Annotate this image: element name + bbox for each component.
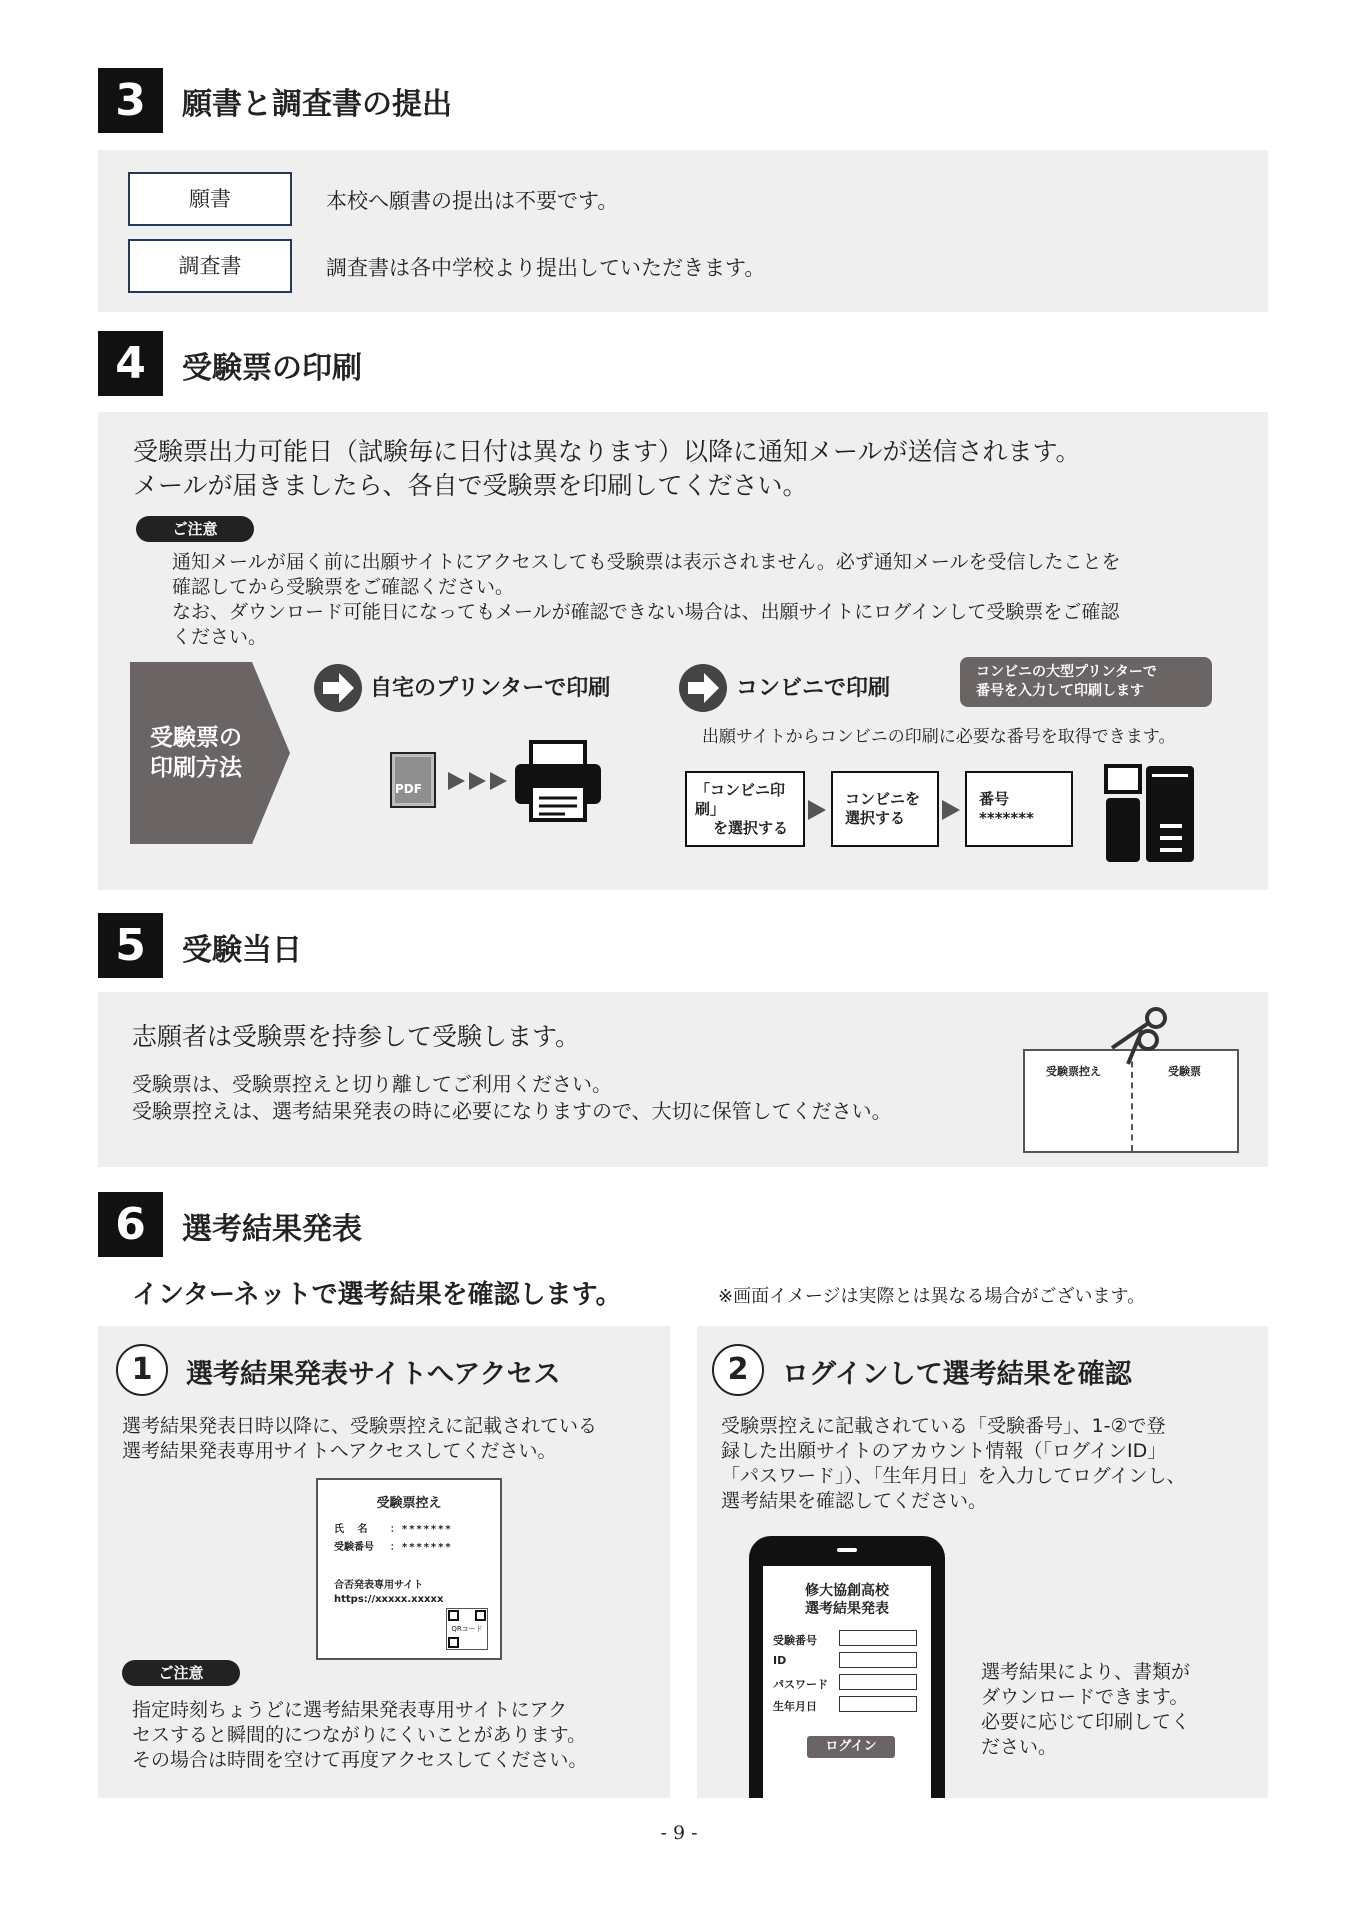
step-3-line-2: ******* bbox=[979, 809, 1034, 827]
copier-icon bbox=[1104, 764, 1196, 864]
card-2-side-2: ダウンロードできます。 bbox=[981, 1686, 1189, 1708]
step-2-line-1: コンビニを bbox=[845, 790, 921, 808]
print-lead-1: 受験票出力可能日（試験毎に日付は異なります）以降に通知メールが送信されます。 bbox=[133, 437, 1081, 466]
report-text: 調査書は各中学校より提出していただきます。 bbox=[326, 256, 766, 280]
card-2-title: ログインして選考結果を確認 bbox=[782, 1359, 1132, 1390]
section-4-panel bbox=[98, 412, 1268, 890]
section-3-title: 願書と調査書の提出 bbox=[182, 87, 452, 122]
conv-description: 出願サイトからコンビニの印刷に必要な番号を取得できます。 bbox=[702, 727, 1176, 747]
application-label: 願書 bbox=[128, 172, 292, 226]
phone-school-name: 修大協創高校 bbox=[805, 1583, 889, 1599]
stub-number-value: ：******* bbox=[390, 1542, 453, 1553]
print-method-line-1: 受験票の bbox=[150, 725, 242, 751]
step-number-2-icon: 2 bbox=[712, 1344, 764, 1396]
printer-icon bbox=[513, 740, 603, 822]
card-1-title: 選考結果発表サイトへアクセス bbox=[186, 1359, 561, 1390]
card-1-note-1: 指定時刻ちょうどに選考結果発表専用サイトにアク bbox=[132, 1699, 568, 1721]
step-1-line-2: を選択する bbox=[713, 818, 789, 837]
conv-badge-line-1: コンビニの大型プリンターで bbox=[976, 664, 1157, 680]
step-select-conv-print bbox=[685, 771, 805, 847]
step-1-line-1: 「コンビニ印刷」 bbox=[695, 780, 786, 818]
step-number bbox=[965, 771, 1073, 847]
print-note-2: 確認してから受験票をご確認ください。 bbox=[172, 576, 515, 598]
triple-arrow-icon bbox=[448, 770, 510, 792]
step-2-line-2: 選択する bbox=[845, 809, 906, 827]
card-2-text-4: 選考結果を確認してください。 bbox=[721, 1490, 988, 1512]
step-number-1-icon: 1 bbox=[116, 1344, 168, 1396]
stub-number-label: 受験番号 bbox=[334, 1542, 374, 1553]
pdf-file-icon bbox=[390, 752, 436, 808]
stub-site-label: 合否発表専用サイト bbox=[334, 1580, 424, 1591]
conv-badge-line-2: 番号を入力して印刷します bbox=[976, 683, 1144, 699]
results-card-2 bbox=[697, 1326, 1268, 1798]
section-4-number: 4 bbox=[98, 331, 163, 396]
field-label-birthdate: 生年月日 bbox=[773, 1700, 817, 1713]
step-arrow-icon bbox=[942, 800, 960, 820]
field-label-password: パスワード bbox=[773, 1678, 828, 1691]
ticket-stub-label: 受験票控え bbox=[1046, 1065, 1101, 1078]
step-select-conv bbox=[831, 771, 939, 847]
ticket-main-label: 受験票 bbox=[1168, 1065, 1201, 1078]
card-2-side-1: 選考結果により、書類が bbox=[981, 1661, 1191, 1683]
results-lead: インターネットで選考結果を確認します。 bbox=[132, 1280, 622, 1310]
section-3-panel bbox=[98, 150, 1268, 312]
section-5-panel bbox=[98, 992, 1268, 1167]
stub-site-url: https://xxxxx.xxxxx bbox=[334, 1594, 444, 1605]
print-note-4: ください。 bbox=[172, 626, 268, 648]
stub-name-label: 氏 名 bbox=[334, 1524, 368, 1535]
card-2-side-3: 必要に応じて印刷してく bbox=[981, 1711, 1191, 1733]
phone-results-title: 選考結果発表 bbox=[805, 1601, 889, 1617]
print-lead-2: メールが届きましたら、各自で受験票を印刷してください。 bbox=[133, 471, 808, 500]
phone-speaker bbox=[837, 1548, 857, 1552]
phone-screen bbox=[763, 1566, 931, 1798]
exam-day-lead: 志願者は受験票を持参して受験します。 bbox=[132, 1022, 581, 1051]
stub-name-value: ：******* bbox=[390, 1524, 453, 1535]
arrow-circle-icon bbox=[313, 663, 363, 713]
step-arrow-icon bbox=[808, 800, 826, 820]
card-1-text-1: 選考結果発表日時以降に、受験票控えに記載されている bbox=[122, 1415, 598, 1437]
scissors-icon bbox=[1110, 1004, 1174, 1068]
card-2-text-1: 受験票控えに記載されている「受験番号」、1-②で登 bbox=[721, 1415, 1166, 1437]
card-1-text-2: 選考結果発表専用サイトへアクセスしてください。 bbox=[122, 1440, 557, 1462]
section-6-title: 選考結果発表 bbox=[182, 1212, 362, 1247]
caution-badge: ご注意 bbox=[136, 516, 254, 542]
section-4-title: 受験票の印刷 bbox=[182, 351, 362, 386]
password-input[interactable] bbox=[839, 1674, 917, 1690]
home-print-title: 自宅のプリンターで印刷 bbox=[370, 676, 611, 701]
stub-card-title: 受験票控え bbox=[376, 1496, 442, 1511]
section-6-number: 6 bbox=[98, 1192, 163, 1257]
login-button[interactable]: ログイン bbox=[807, 1736, 895, 1758]
step-3-line-1: 番号 bbox=[979, 790, 1010, 808]
exam-day-line-2: 受験票控えは、選考結果発表の時に必要になりますので、大切に保管してください。 bbox=[132, 1099, 892, 1123]
caution-badge: ご注意 bbox=[122, 1660, 240, 1686]
card-1-note-2: セスすると瞬間的につながりにくいことがあります。 bbox=[132, 1724, 587, 1746]
report-label: 調査書 bbox=[128, 239, 292, 293]
arrow-circle-icon bbox=[678, 663, 728, 713]
results-card-1 bbox=[98, 1326, 670, 1798]
print-note-3: なお、ダウンロード可能日になってもメールが確認できない場合は、出願サイトにログインして受験票をご確認 bbox=[172, 601, 1120, 623]
exam-number-input[interactable] bbox=[839, 1630, 917, 1646]
section-3-number: 3 bbox=[98, 68, 163, 133]
print-method-label bbox=[150, 723, 242, 783]
exam-day-line-1: 受験票は、受験票控えと切り離してご利用ください。 bbox=[132, 1072, 612, 1096]
card-1-note-3: その場合は時間を空けて再度アクセスしてください。 bbox=[132, 1749, 588, 1771]
field-label-exam-number: 受験番号 bbox=[773, 1634, 817, 1647]
qr-label: QRコード bbox=[451, 1625, 483, 1633]
id-input[interactable] bbox=[839, 1652, 917, 1668]
results-aside: ※画面イメージは実際とは異なる場合がございます。 bbox=[718, 1286, 1146, 1307]
qr-code-icon bbox=[446, 1608, 488, 1650]
phone-illustration bbox=[749, 1536, 945, 1798]
card-2-text-3: 「パスワード」）、「生年月日」を入力してログインし、 bbox=[721, 1465, 1186, 1487]
card-2-text-2: 録した出願サイトのアカウント情報（「ログインID」 bbox=[721, 1440, 1167, 1462]
card-2-side-4: ださい。 bbox=[981, 1736, 1058, 1758]
field-label-id: ID bbox=[773, 1654, 787, 1667]
conv-badge bbox=[960, 657, 1212, 707]
page-number: - 9 - bbox=[660, 1822, 698, 1844]
print-method-line-2: 印刷方法 bbox=[150, 755, 242, 781]
pdf-label: PDF bbox=[395, 782, 422, 796]
application-text: 本校へ願書の提出は不要です。 bbox=[326, 189, 619, 213]
birthdate-input[interactable] bbox=[839, 1696, 917, 1712]
section-5-number: 5 bbox=[98, 913, 163, 978]
conv-print-title: コンビニで印刷 bbox=[736, 676, 891, 701]
print-note-1: 通知メールが届く前に出願サイトにアクセスしても受験票は表示されません。必ず通知メールを受信したことを bbox=[172, 551, 1121, 573]
section-5-title: 受験当日 bbox=[182, 933, 302, 968]
ticket-stub-card bbox=[316, 1478, 502, 1660]
